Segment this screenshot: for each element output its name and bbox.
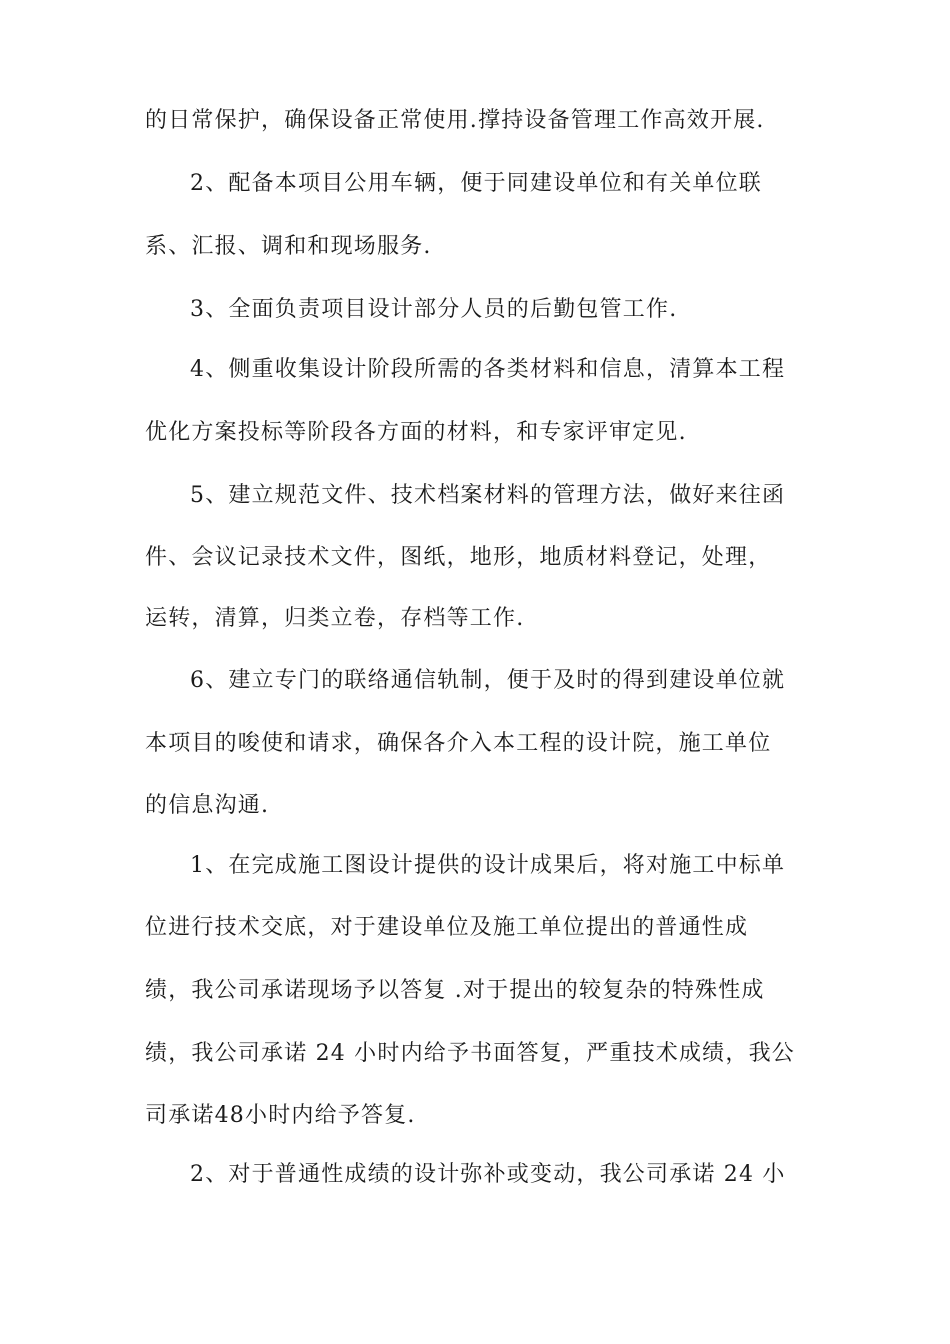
text-line: 司承诺48小时内给予答复. bbox=[145, 1103, 416, 1128]
text-line: 位进行技术交底，对于建设单位及施工单位提出的普通性成 bbox=[145, 915, 749, 940]
paragraph-line: 2、对于普通性成绩的设计弥补或变动，我公司承诺 24 小 bbox=[190, 1162, 786, 1187]
paragraph-line: 1、在完成施工图设计提供的设计成果后，将对施工中标单 bbox=[190, 853, 786, 878]
paragraph-line: 2、配备本项目公用车辆，便于同建设单位和有关单位联 bbox=[190, 171, 762, 196]
text-line: 绩，我公司承诺现场予以答复 .对于提出的较复杂的特殊性成 bbox=[145, 978, 765, 1003]
text-line: 系、汇报、调和和现场服务. bbox=[145, 234, 432, 259]
text-line: 的日常保护，确保设备正常使用.撑持设备管理工作高效开展. bbox=[145, 108, 765, 133]
paragraph-line: 3、全面负责项目设计部分人员的后勤包管工作. bbox=[190, 297, 678, 322]
paragraph-line: 6、建立专门的联络通信轨制，便于及时的得到建设单位就 bbox=[190, 668, 786, 693]
text-line: 运转，清算，归类立卷，存档等工作. bbox=[145, 606, 525, 631]
text-line: 的信息沟通. bbox=[145, 793, 270, 818]
text-line: 优化方案投标等阶段各方面的材料，和专家评审定见. bbox=[145, 420, 687, 445]
paragraph-line: 4、侧重收集设计阶段所需的各类材料和信息，清算本工程 bbox=[190, 357, 786, 382]
text-line: 本项目的唆使和请求，确保各介入本工程的设计院，施工单位 bbox=[145, 731, 772, 756]
text-line: 件、会议记录技术文件，图纸，地形，地质材料登记，处理， bbox=[145, 545, 772, 570]
paragraph-line: 5、建立规范文件、技术档案材料的管理方法，做好来往函 bbox=[190, 483, 786, 508]
text-line: 绩，我公司承诺 24 小时内给予书面答复，严重技术成绩，我公 bbox=[145, 1041, 795, 1066]
